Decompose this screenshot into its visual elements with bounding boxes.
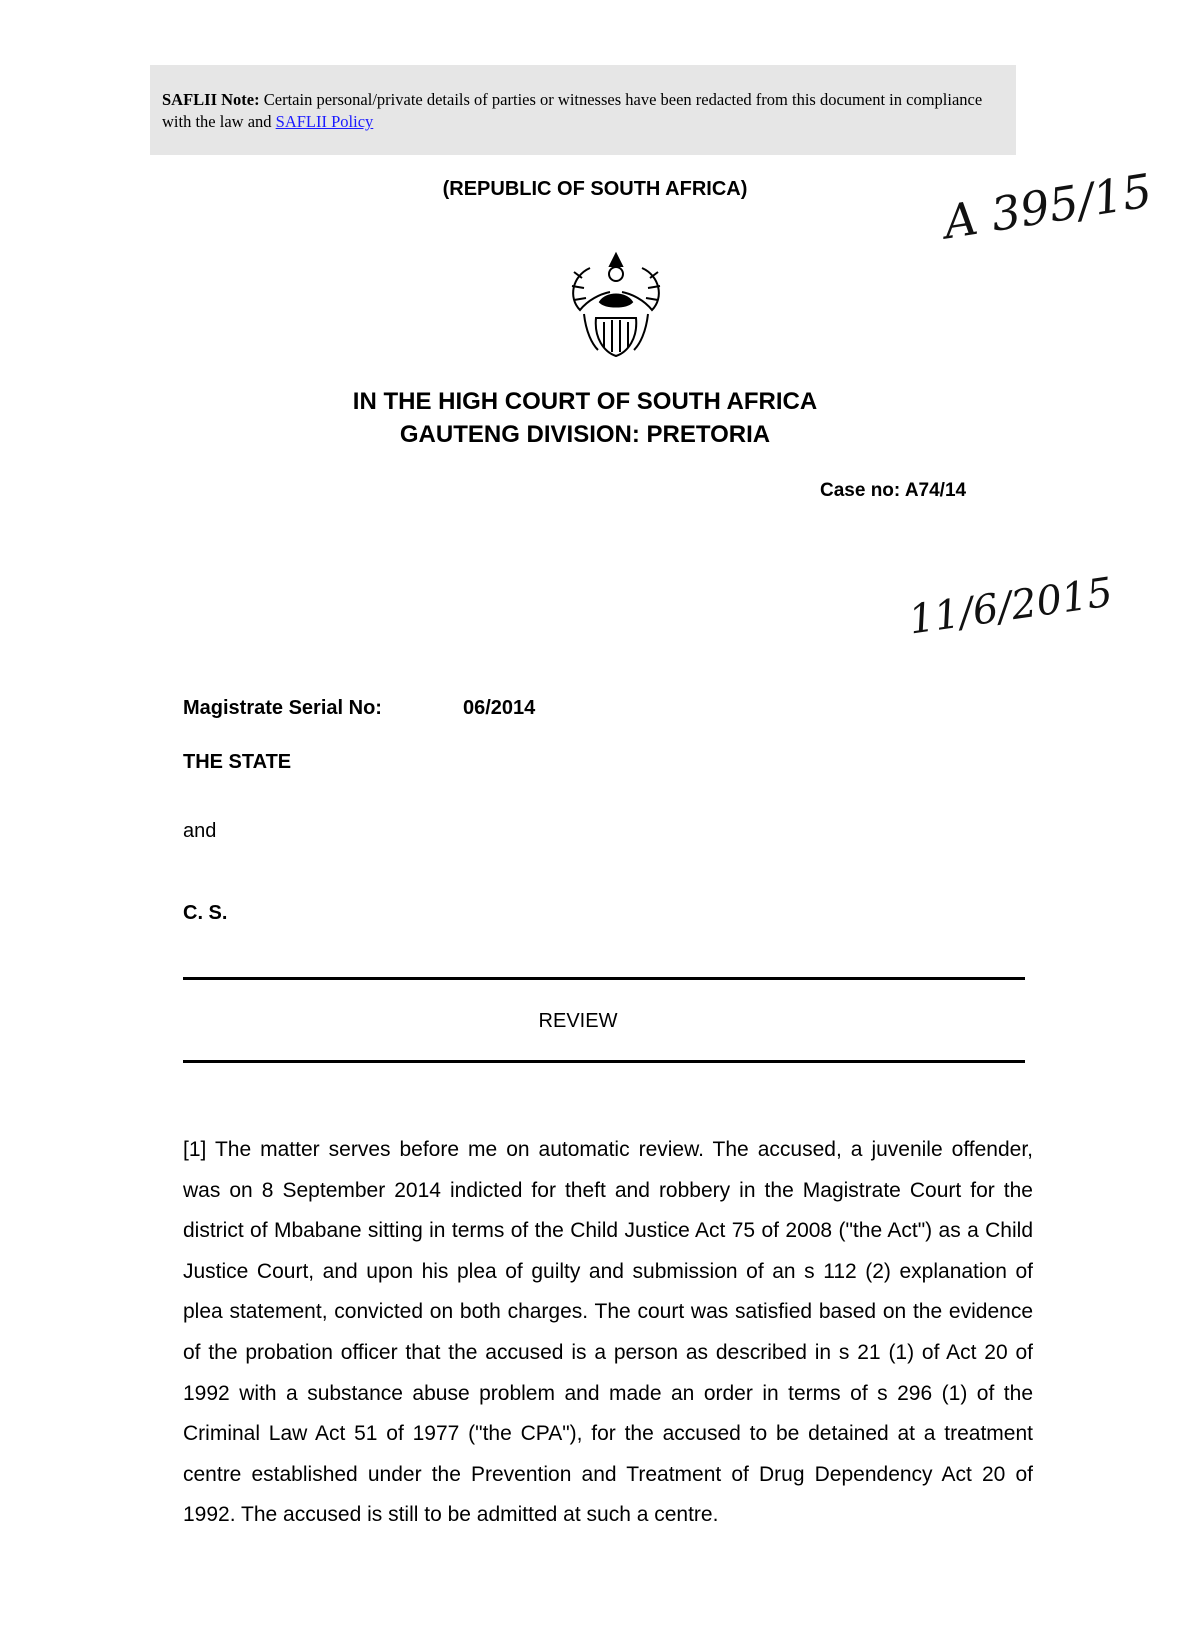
- judgment-paragraph-1: [1] The matter serves before me on automatic review. The accused, a juvenile offender, was on 8 September 2014 indicted for theft and robbery in the Magistrate Court for the district of Mbabane sitting in terms of the Child Justice Act 75 of 2008 ("the Act") as a Child Justice Court, and upon his plea of guilty and submission of an s 112 (2) explanation of plea statement, convicted on both charges. The court was satisfied based on the evidence of the probation officer that the accused is a person as described in s 21 (1) of Act 20 of 1992 with a substance abuse problem and made an order in terms of s 296 (1) of the Criminal Law Act 51 of 1977 ("the CPA"), for the accused to be detained at a treatment centre established under the Prevention and Treatment of Drug Dependency Act 20 of 1992. The accused is still to be admitted at such a centre.: [183, 1138, 1033, 1527]
- republic-heading: (REPUBLIC OF SOUTH AFRICA): [442, 178, 748, 200]
- handwritten-case-reference: A 395/15: [940, 163, 1156, 250]
- saflii-policy-link[interactable]: SAFLII Policy: [275, 112, 374, 131]
- saflii-note-box: [150, 65, 1016, 155]
- court-name-line1: IN THE HIGH COURT OF SOUTH AFRICA: [352, 388, 818, 415]
- note-text: Certain personal/private details of parties or witnesses have been redacted from this document in compliance with the law and: [162, 90, 983, 131]
- handwritten-date: 11/6/2015: [906, 569, 1116, 644]
- divider-top: [183, 977, 1025, 980]
- magistrate-serial-label: Magistrate Serial No:: [183, 697, 382, 719]
- party-state: THE STATE: [183, 751, 292, 773]
- coat-of-arms-icon: [560, 248, 672, 360]
- section-title: REVIEW: [538, 1010, 618, 1032]
- note-label: SAFLII Note:: [162, 90, 260, 109]
- divider-bottom: [183, 1060, 1025, 1063]
- party-conjunction: and: [183, 820, 217, 842]
- case-number: Case no: A74/14: [820, 480, 967, 501]
- party-accused: C. S.: [183, 902, 228, 924]
- court-name-line2: GAUTENG DIVISION: PRETORIA: [399, 421, 771, 448]
- magistrate-serial-value: 06/2014: [463, 697, 536, 719]
